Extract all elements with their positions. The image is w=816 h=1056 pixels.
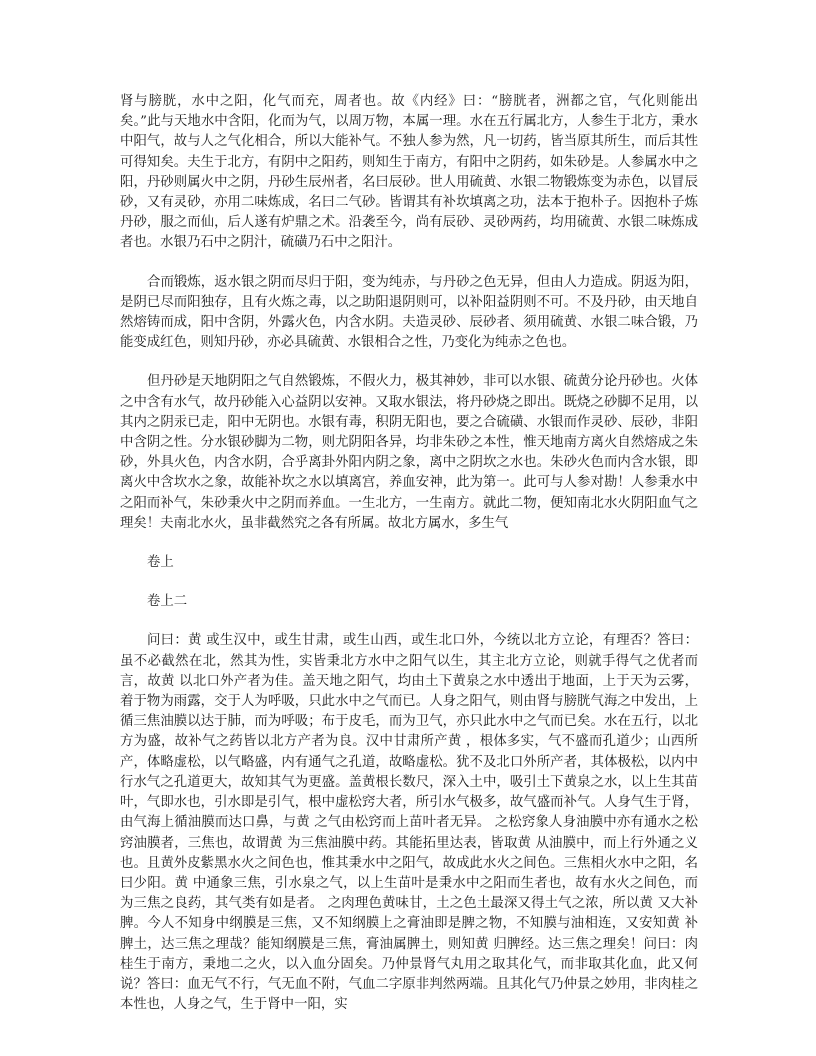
paragraph-1: 肾与膀胱，水中之阳，化气而充，周者也。故《内经》曰：“膀胱者，洲都之官，气化则能出矣。”此与天地水中含阳，化而为气，以周万物，本属一理。水在五行属北方，人参生于北方，秉水中阳气，故与人之气化相合，所以大能补气。不独人参为然，凡一切药，皆当原其所生，而后其性可得知矣。夫生于北方，有阴中之阳药，则知生于南方，有阳中之阴药，如朱砂是。人参属水中之阳，丹砂则属火中之阴，丹砂生辰州者，名曰辰砂。世人用硫黄、水银二物锻炼变为赤色，以冒辰砂，又有灵砂，亦用二味炼成，名曰二气砂。皆谓其有补坎填离之功，法本于抱朴子。因抱朴子炼丹砂，服之而仙，后人遂有炉鼎之术。沿袭至今，尚有辰砂、灵砂两药，均用硫黄、水银二味炼成者也。水银乃石中之阴汁，硫磺乃石中之阳汁。 bbox=[120, 94, 698, 251]
paragraph-2: 合而锻炼，返水银之阴而尽归于阳，变为纯赤，与丹砂之色无异，但由人力造成。阴返为阳，是阴已尽而阳独存，且有火炼之毒，以之助阳退阴则可，以补阳益阴则不可。不及丹砂，由天地自然熔铸而成，阳中含阴，外露火色，内含水阴。夫造灵砂、辰砂者、须用硫黄、水银二味合锻，乃能变成红色，则知丹砂，亦必具硫黄、水银相合之性，乃变化为纯赤之色也。 bbox=[120, 274, 698, 351]
section-heading-juan-shang: 卷上 bbox=[147, 555, 174, 571]
section-heading-juan-shang-er: 卷上二 bbox=[147, 594, 188, 610]
document-page bbox=[120, 92, 698, 1034]
paragraph-4: 问曰：黄 或生汉中，或生甘肃，或生山西，或生北口外，今统以北方立论，有理否？答曰：虽不必截然在北，然其为性，实皆秉北方水中之阳气以生，其主北方立论，则就手得气之优者而言，故黄 以北口外产者为佳。盖天地之阳气，均由土下黄泉之水中透出于地面，上于天为云雾，着于物为雨露，交于人为呼吸，只此水中之气而已。人身之阳气，则由肾与膀胱气海之中发出，上循三焦油膜以达于肺，而为呼吸；布于皮毛，而为卫气，亦只此水中之气而已矣。水在五行，以北方为盛，故补气之药皆以北方产者为良。汉中甘肃所产黄 ，根体多实，气不盛而孔道少；山西所产，体略虚松，以气略盛，内有通气之孔道，故略虚松。犹不及北口外所产者，其体极松，以内中行水气之孔道更大，故知其气为更盛。盖黄根长数尺，深入土中，吸引土下黄泉之水，以上生其苗叶，气即水也，引水即是引气，根中虚松窍大者，所引水气极多，故气盛而补气。人身气生于肾，由气海上循油膜而达口鼻，与黄 之气由松窍而上苗叶者无异。 之松窍象人身油膜中亦有通水之松窍油膜者，三焦也，故谓黄 为三焦油膜中药。其能拓里达表，皆取黄 从油膜中，而上行外通之义也。且黄外皮紫黑水火之间色也，惟其秉水中之阳气，故成此水火之间色。三焦相火水中之阳，名曰少阳。黄 中通象三焦，引水泉之气，以上生苗叶是秉水中之阳而生者也，故有水火之间色，而为三焦之良药，其气类有如是者。 之肉理色黄味甘，土之色土最深又得土气之浓，所以黄 又大补脾。今人不知身中纲膜是三焦，又不知纲膜上之膏油即是脾之物，不知膜与油相连，又安知黄 补脾土，达三焦之理哉？能知纲膜是三焦，膏油属脾土，则知黄 归脾经。达三焦之理矣！问曰：肉桂生于南方，秉地二之火，以入血分固矣。乃仲景肾气丸用之取其化气，而非取其化血，此又何说？答曰：血无气不行，气无血不附，气血二字原非判然两端。且其化气乃仲景之妙用，非肉桂之本性也，人身之气，生于肾中一阳，实 bbox=[120, 633, 698, 1013]
paragraph-3: 但丹砂是天地阴阳之气自然锻炼，不假火力，极其神妙，非可以水银、硫黄分论丹砂也。火体之中含有水气，故丹砂能入心益阴以安神。又取水银法，将丹砂烧之即出。既烧之砂脚不足用，以其内之阴汞已走，阳中无阴也。水银有毒，积阴无阳也，要之合硫磺、水银而作灵砂、辰砂，非阳中含阴之性。分水银砂脚为二物，则尤阴阳各异，均非朱砂之本性，惟天地南方离火自然熔成之朱砂，外具火色，内含水阴，合乎离卦外阳内阴之象，离中之阴坎之水也。朱砂火色而内含水银，即离火中含坎水之象，故能补坎之水以填离宫，养血安神，此为第一。此可与人参对勘！人参秉水中之阳而补气，朱砂秉火中之阴而养血。一生北方，一生南方。就此二物，便知南北水火阴阳血气之理矣！夫南北水火，虽非截然究之各有所属。故北方属水，多生气 bbox=[120, 374, 698, 531]
